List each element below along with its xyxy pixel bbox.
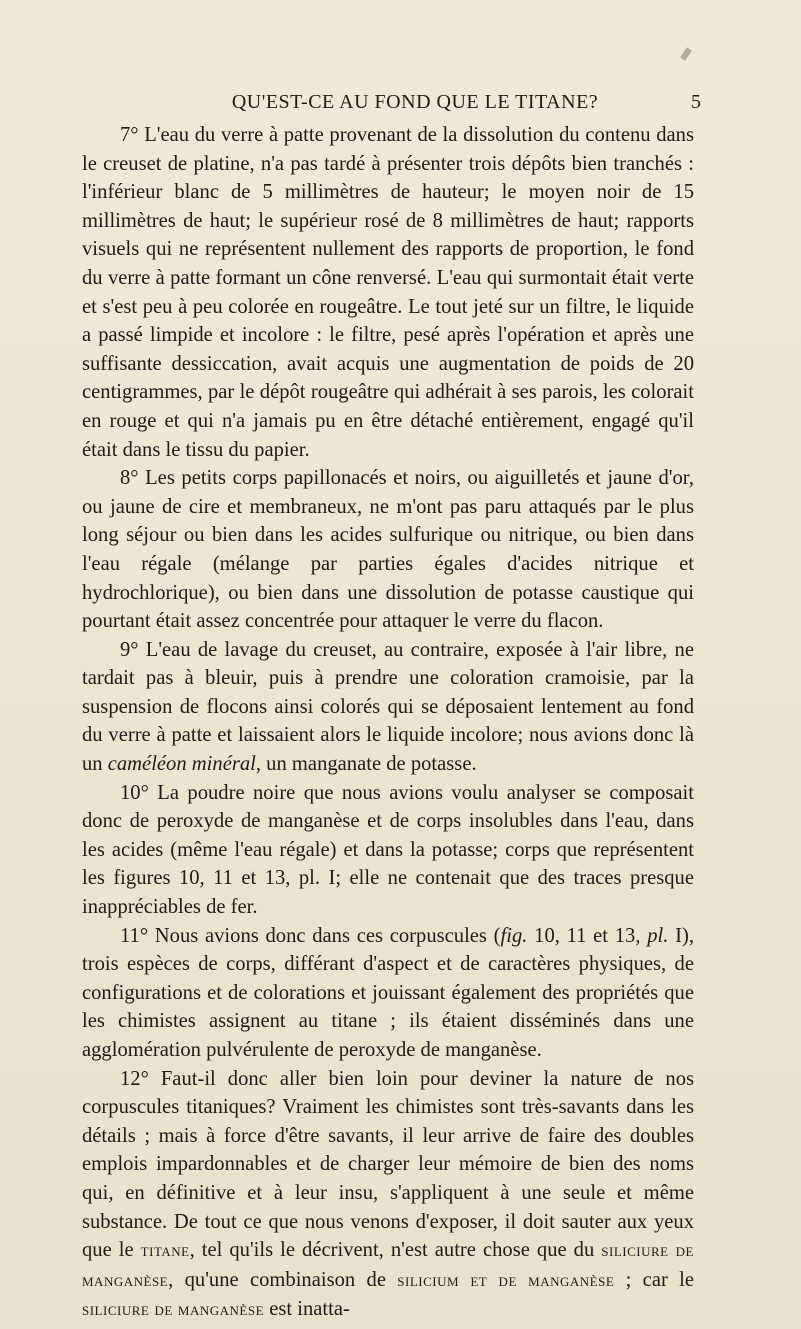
paragraph-8: 8° Les petits corps papillonacés et noirs, ou aiguilletés et jaune d'or, ou jaune de cire et membraneux, ne m'ont pas paru attaqués par le plus long séjour ou bien dans les acides sulfurique ou nitrique, ou bien dans l'eau régale (mélange par parties égales d'acides nitrique et hydrochlorique), ou bien dans une dissolution de potasse caustique qui pourtant était assez concentrée pour attaquer le verre du flacon. <box>82 467 694 633</box>
paragraph-11 <box>82 922 694 1065</box>
page-number: 5 <box>691 91 701 113</box>
running-title: QU'EST-CE AU FOND QUE LE TITANE? <box>231 91 599 113</box>
paragraph-12 <box>82 1065 694 1325</box>
paragraph-12-text-2: , tel qu'ils le décrivent, n'est autre chose que du <box>189 1239 602 1262</box>
paragraph-9-text-end: , un manganate de potasse. <box>255 753 477 776</box>
italic-pl: pl. <box>647 924 669 947</box>
paragraph-12-text-1: 12° Faut-il donc aller bien loin pour deviner la nature de nos corpuscules titaniques? Vraiment les chimistes sont très-savants dans les détails ; mais à force d'être savants, il leur arrive de faire des doubles emplois impardonnables et de charger leur mémoire de bien des noms qui, en définitive et à leur insu, s'appliquent à une seule et même substance. De tout ce que nous venons d'exposer, il doit sauter aux yeux que le <box>82 1067 694 1262</box>
italic-term: caméléon minéral <box>107 753 256 776</box>
small-caps-term: silicium et de manganèse <box>397 1269 615 1291</box>
paragraph-11-text-end: I), trois espèces de corps, différant d'aspect et de caractères physiques, de configurations et de colorations et jouissant également des propriétés que les chimistes assignent au titane ; ils étaient disséminés dans une agglomération pulvérulente de peroxyde de manganèse. <box>82 924 694 1061</box>
paragraph-9-text: 9° L'eau de lavage du creuset, au contraire, exposée à l'air libre, ne tardait pas à bleuir, puis à prendre une coloration cramoisie, par la suspension de flocons ainsi colorés qui se déposaient lentement au fond du verre à patte et laissaient alors le liquide incolore; nous avions donc là un <box>82 638 694 776</box>
paragraph-12-text-5: est inatta- <box>264 1298 350 1321</box>
small-caps-term: titane <box>140 1240 190 1262</box>
paragraph-10: 10° La poudre noire que nous avions voulu analyser se composait donc de peroxyde de manganèse et de corps insolubles dans l'eau, dans les acides (même l'eau régale) et dans la potasse; corps que représentent les figures 10, 11 et 13, pl. I; elle ne contenait que des traces presque inappréciables de fer. <box>82 781 694 919</box>
italic-fig: fig. <box>500 924 528 947</box>
small-caps-term: siliciure de manganèse <box>82 1299 265 1321</box>
paragraph-7: 7° L'eau du verre à patte provenant de la dissolution du contenu dans le creuset de platine, n'a pas tardé à présenter trois dépôts bien tranchés : l'inférieur blanc de 5 millimètres de hauteur; le moyen noir de 15 millimètres de haut; le supérieur rosé de 8 millimètres de haut; rapports visuels qui ne représentent nullement des rapports de proportion, le fond du verre à patte formant un cône renversé. L'eau qui surmontait était verte et s'est peu à peu colorée en rougeâtre. Le tout jeté sur un filtre, le liquide a passé limpide et incolore : le filtre, pesé après l'opération et après une suffisante dessiccation, avait acquis une augmentation de poids de 20 centigrammes, par le dépôt rougeâtre qui adhérait à ses parois, les colorait en rouge et qui n'a jamais pu en être détaché entièrement, engagé qu'il était dans le tissu du papier. <box>82 124 694 461</box>
small-caps-term: siliciure de manganèse <box>82 1240 694 1291</box>
ink-mark <box>680 47 692 60</box>
paragraph-9 <box>82 636 694 779</box>
body-text <box>82 121 694 1325</box>
paragraph-11-text-mid: 10, 11 et 13, <box>527 924 648 947</box>
paragraph-12-text-3: , qu'une combinaison de <box>168 1268 398 1291</box>
paragraph-12-text-4: ; car le <box>614 1268 695 1291</box>
paragraph-11-text: 11° Nous avions donc dans ces corpuscules ( <box>120 924 501 947</box>
